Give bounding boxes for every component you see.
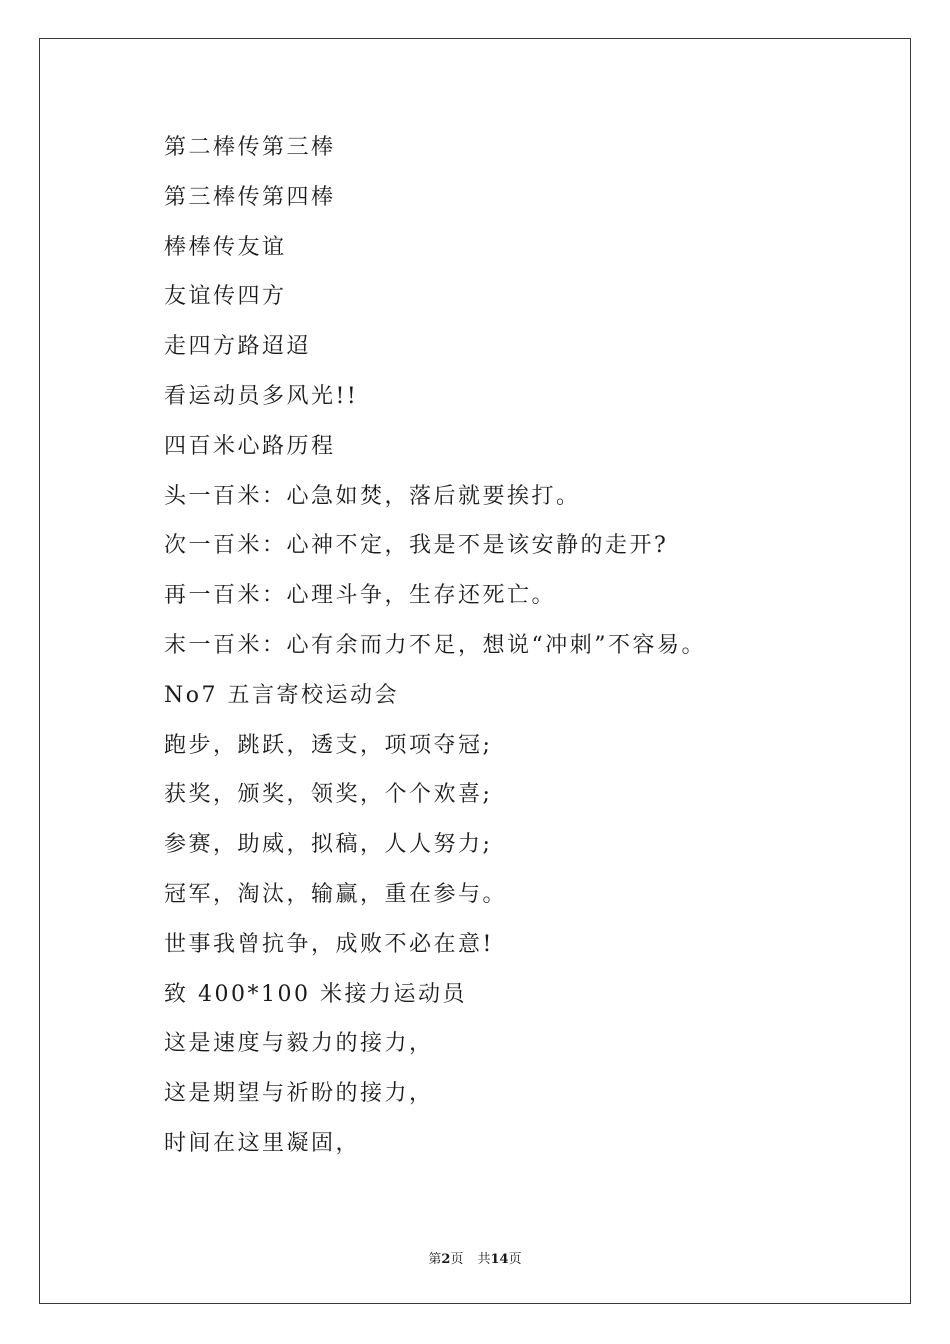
text-line: 友谊传四方 xyxy=(164,284,287,310)
text-line: 第二棒传第三棒 xyxy=(164,135,336,160)
text-line: 走四方路迢迢 xyxy=(164,334,312,360)
document-body xyxy=(164,128,864,1174)
total-prefix: 共 xyxy=(477,1252,491,1267)
text-line: 再一百米：心理斗争，生存还死亡。 xyxy=(164,583,557,609)
text-line: 头一百米：心急如焚，落后就要挨打。 xyxy=(164,483,581,509)
text-line: 次一百米：心神不定，我是不是该安静的走开? xyxy=(164,533,669,559)
text-line: 时间在这里凝固， xyxy=(164,1130,361,1156)
section-heading: 致 400*100 米接力运动员 xyxy=(164,981,467,1007)
text-line: 世事我曾抗争，成败不必在意! xyxy=(164,931,494,957)
text-line: 参赛，助威，拟稿，人人努力; xyxy=(164,832,493,858)
text-line: 看运动员多风光!! xyxy=(164,383,359,409)
text-line: 这是期望与祈盼的接力， xyxy=(164,1081,434,1107)
total-pages: 14 xyxy=(490,1252,509,1267)
page-footer xyxy=(0,1248,950,1267)
text-line: 这是速度与毅力的接力， xyxy=(164,1031,434,1057)
text-line: 获奖，颁奖，领奖，个个欢喜; xyxy=(164,782,493,808)
section-heading: No7 五言寄校运动会 xyxy=(164,682,399,708)
text-line: 第三棒传第四棒 xyxy=(164,184,336,210)
text-line: 跑步，跳跃，透支，项项夺冠; xyxy=(164,732,493,758)
text-line: 棒棒传友谊 xyxy=(164,234,287,260)
text-line: 末一百米：心有余而力不足，想说“冲刺”不容易。 xyxy=(164,632,706,658)
page-prefix: 第 xyxy=(428,1252,442,1267)
section-heading: 四百米心路历程 xyxy=(164,433,336,459)
total-suffix: 页 xyxy=(508,1252,522,1267)
page-suffix: 页 xyxy=(450,1252,464,1267)
page-number: 2 xyxy=(441,1252,451,1267)
text-line: 冠军，淘汰，输赢，重在参与。 xyxy=(164,881,508,907)
